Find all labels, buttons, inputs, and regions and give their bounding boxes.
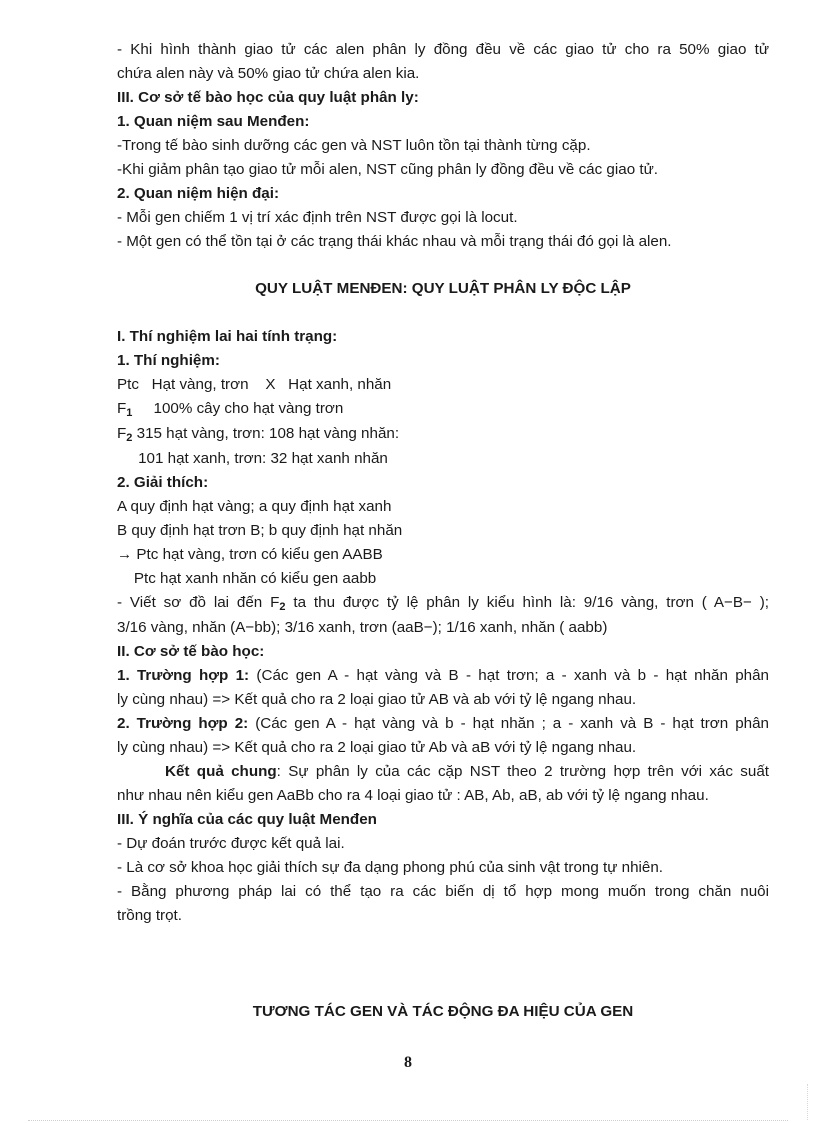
text-line: ly cùng nhau) => Kết quả cho ra 2 loại giao tử AB và ab với tỷ lệ ngang nhau.: [117, 691, 637, 708]
text-fragment: - Viết sơ đồ lai đến F: [117, 594, 280, 611]
text-line: → Ptc hạt vàng, trơn có kiểu gen AABB: [117, 546, 383, 563]
text-line: A quy định hạt vàng; a quy định hạt xanh: [117, 498, 392, 515]
document-body: [117, 38, 769, 1024]
text-fragment: (Các gen A - hạt vàng và B - hạt trơn; a - xanh và b - hạt nhăn phân: [249, 667, 769, 684]
result-label: Kết quả chung: [165, 763, 277, 780]
text-line: ly cùng nhau) => Kết quả cho ra 2 loại giao tử Ab và aB với tỷ lệ ngang nhau.: [117, 739, 637, 756]
subsection-heading: 1. Thí nghiệm:: [117, 352, 220, 369]
text-line: -Khi giảm phân tạo giao tử mỗi alen, NST cũng phân ly đồng đều về các giao tử.: [117, 161, 658, 178]
section-heading: III. Ý nghĩa của các quy luật Menđen: [117, 811, 377, 828]
text-line: - Một gen có thể tồn tại ở các trạng thái khác nhau và mỗi trạng thái đó gọi là alen.: [117, 233, 672, 250]
text-line: 101 hạt xanh, trơn: 32 hạt xanh nhăn: [117, 450, 388, 467]
text-fragment: : Sự phân ly của các cặp NST theo 2 trường hợp trên với xác suất: [276, 763, 769, 780]
f-label: F: [117, 425, 127, 442]
chapter-title: QUY LUẬT MENĐEN: QUY LUẬT PHÂN LY ĐỘC LẬP: [255, 280, 631, 297]
text-fragment: 315 hạt vàng, trơn: 108 hạt vàng nhăn:: [132, 425, 400, 442]
text-line: - Khi hình thành giao tử các alen phân ly đồng đều về các giao tử cho ra 50% giao tử: [117, 41, 769, 58]
f-subscript: 2: [126, 432, 133, 444]
subsection-heading: 1. Quan niệm sau Menđen:: [117, 113, 310, 130]
page-border-bottom: [28, 1120, 788, 1121]
page-number: 8: [404, 1054, 412, 1071]
text-line: [117, 397, 769, 422]
text-line: - Mỗi gen chiếm 1 vị trí xác định trên NST được gọi là locut.: [117, 209, 518, 226]
text-line: - Bằng phương pháp lai có thể tạo ra các biến dị tổ hợp mong muốn trong chăn nuôi: [117, 883, 769, 900]
text-line: - Là cơ sở khoa học giải thích sự đa dạng phong phú của sinh vật trong tự nhiên.: [117, 859, 664, 876]
f-subscript: 2: [279, 601, 286, 613]
text-fragment: (Các gen A - hạt vàng và b - hạt nhăn ; a - xanh và B - hạt trơn phân: [248, 715, 769, 732]
subsection-heading: 2. Giải thích:: [117, 474, 209, 491]
text-line: Ptc hạt xanh nhăn có kiểu gen aabb: [117, 570, 377, 587]
f-label: F: [117, 400, 127, 417]
case-label: 2. Trường hợp 2:: [117, 715, 249, 732]
text-line: Ptc Hạt vàng, trơn X Hạt xanh, nhăn: [117, 376, 392, 393]
text-line: [117, 591, 769, 616]
text-line: - Dự đoán trước được kết quả lai.: [117, 835, 345, 852]
section-heading: II. Cơ sở tế bào học:: [117, 643, 265, 660]
text-line: [117, 664, 769, 688]
text-line: trồng trọt.: [117, 907, 182, 924]
subsection-heading: 2. Quan niệm hiện đại:: [117, 185, 280, 202]
text-line: như nhau nên kiểu gen AaBb cho ra 4 loại giao tử : AB, Ab, aB, ab với tỷ lệ ngang nhau.: [117, 787, 709, 804]
text-line: [117, 760, 769, 784]
text-fragment: ta thu được tỷ lệ phân ly kiểu hình là: 9/16 vàng, trơn ( A−B− );: [285, 594, 769, 611]
text-fragment: 100% cây cho hạt vàng trơn: [132, 400, 344, 417]
case-label: 1. Trường hợp 1:: [117, 667, 250, 684]
text-line: chứa alen này và 50% giao tử chứa alen kia.: [117, 65, 420, 82]
text-line: 3/16 vàng, nhăn (A−bb); 3/16 xanh, trơn (aaB−); 1/16 xanh, nhăn ( aabb): [117, 619, 608, 636]
chapter-title: TƯƠNG TÁC GEN VÀ TÁC ĐỘNG ĐA HIỆU CỦA GEN: [252, 1003, 634, 1020]
text-line: [117, 422, 769, 447]
text-line: B quy định hạt trơn B; b quy định hạt nhăn: [117, 522, 403, 539]
section-heading: III. Cơ sở tế bào học của quy luật phân ly:: [117, 89, 419, 106]
f-subscript: 1: [126, 407, 133, 419]
text-line: -Trong tế bào sinh dưỡng các gen và NST luôn tồn tại thành từng cặp.: [117, 137, 591, 154]
section-heading: I. Thí nghiệm lai hai tính trạng:: [117, 328, 338, 345]
page-border-right: [807, 1084, 808, 1120]
text-line: [117, 712, 769, 736]
